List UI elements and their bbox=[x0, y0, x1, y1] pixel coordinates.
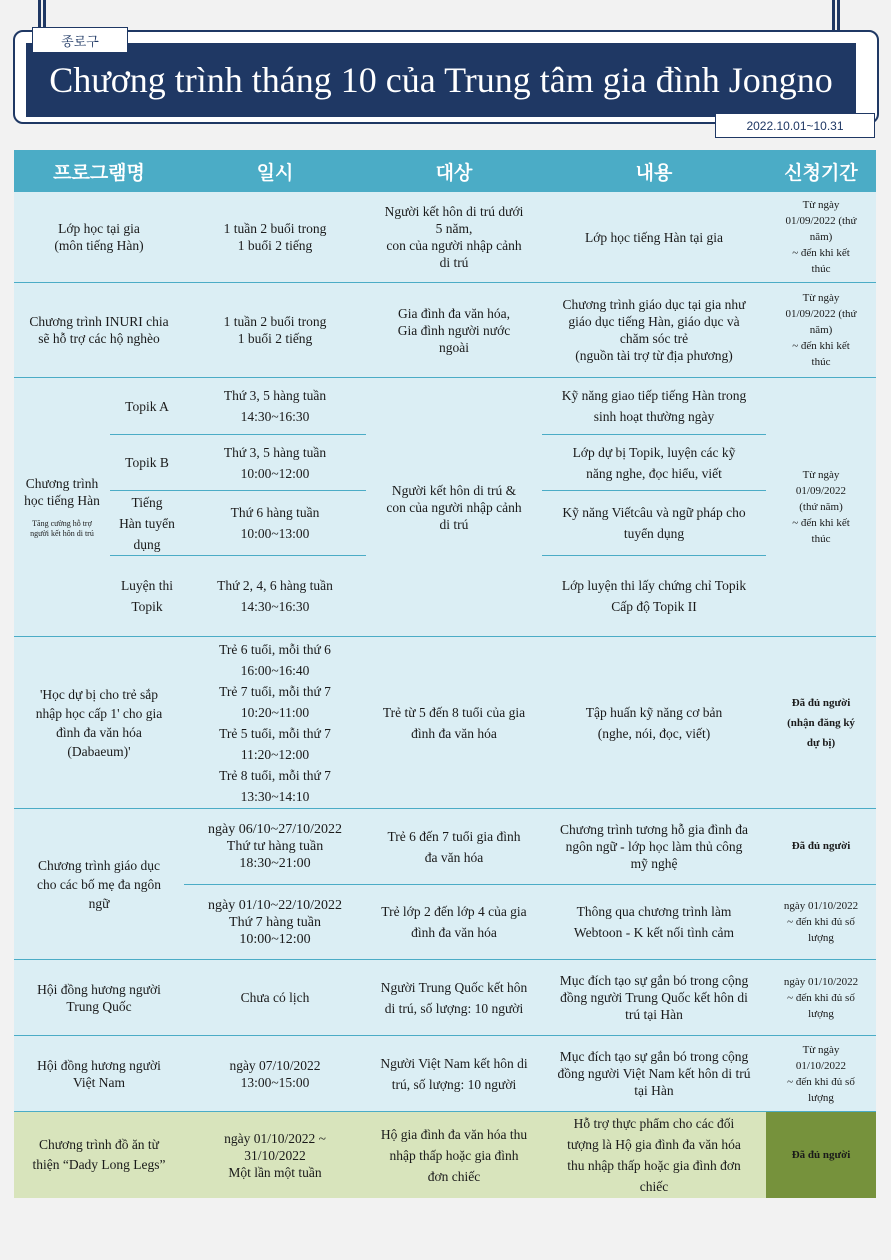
table-cell-period: ngày 01/10/2022 ~ đến khi đủ số lượng bbox=[783, 900, 859, 944]
program-subnote: Tăng cường hỗ trợ người kết hôn di trú bbox=[30, 519, 94, 538]
table-cell-content: Mục đích tạo sự gắn bó trong cộng đồng người Trung Quốc kết hôn di trú tại Hàn bbox=[559, 973, 749, 1022]
table-cell-schedule: 1 tuần 2 buổi trong 1 buổi 2 tiếng bbox=[223, 221, 327, 253]
table-cell-schedule: Thứ 3, 5 hàng tuần 14:30~16:30 bbox=[223, 388, 327, 424]
table-cell-period: Đã đủ người bbox=[791, 840, 851, 852]
decor-line bbox=[837, 0, 840, 30]
page-title: Chương trình tháng 10 của Trung tâm gia đình Jongno bbox=[49, 60, 833, 100]
table-cell-target: Người kết hôn di trú & con của người nhập cảnh di trú bbox=[386, 482, 522, 532]
table-cell-period: Đã đủ người bbox=[791, 1148, 851, 1161]
table-cell-schedule: ngày 01/10~22/10/2022 Thứ 7 hàng tuần 10:00~12:00 bbox=[208, 897, 342, 947]
table-cell-content: Thông qua chương trình làm Webtoon - K kết nối tình cảm bbox=[573, 904, 735, 940]
table-cell-schedule: ngày 01/10/2022 ~ 31/10/2022 Một lần một tuần bbox=[224, 1130, 326, 1180]
table-cell-program: Chương trình giáo dục cho các bố mẹ đa ngôn ngữ bbox=[36, 857, 162, 911]
column-header-content: 내용 bbox=[635, 161, 673, 184]
column-header-program: 프로그램명 bbox=[53, 161, 145, 184]
table-cell-schedule: Trẻ 6 tuổi, mỗi thứ 6 16:00~16:40 Trẻ 7 tuổi, mỗi thứ 7 10:20~11:00 Trẻ 5 tuổi, mỗi thứ 7 11:20~12:00 Trẻ 8 tuổi, mỗi thứ 7 13:30~14:10 bbox=[219, 641, 331, 804]
table-cell-content: Chương trình giáo dục tại gia như giáo dục tiếng Hàn, giáo dục và chăm sóc trẻ (nguồn tài trợ từ địa phương) bbox=[562, 297, 746, 363]
table-cell-period: Từ ngày 01/09/2022 (thứ năm) ~ đến khi kết thúc bbox=[785, 199, 857, 275]
table-cell-content: Mục đích tạo sự gắn bó trong cộng đồng người Việt Nam kết hôn di trú tại Hàn bbox=[557, 1049, 751, 1098]
table-cell-content: Lớp học tiếng Hàn tại gia bbox=[585, 229, 723, 245]
table-cell-program: Chương trình đồ ăn từ thiện “Dady Long Legs” bbox=[32, 1137, 166, 1172]
table-cell-content: Lớp luyện thi lấy chứng chỉ Topik Cấp độ Topik II bbox=[561, 578, 747, 614]
table-cell-schedule: Thứ 3, 5 hàng tuần 10:00~12:00 bbox=[223, 444, 327, 481]
table-cell-schedule: Thứ 6 hàng tuần 10:00~13:00 bbox=[230, 505, 320, 541]
table-cell-target: Người Việt Nam kết hôn di trú, số lượng: 10 người bbox=[380, 1055, 528, 1092]
table-cell-schedule: ngày 06/10~27/10/2022 Thứ tư hàng tuần 18:30~21:00 bbox=[208, 822, 342, 871]
table-cell-subprogram: Tiếng Hàn tuyển dụng bbox=[119, 494, 175, 552]
table-cell-subprogram: Luyện thi Topik bbox=[120, 578, 174, 614]
table-cell-content: Kỹ năng Viếtcâu và ngữ pháp cho tuyển dụng bbox=[562, 505, 746, 541]
table-cell-program: Hội đồng hương người Việt Nam bbox=[37, 1057, 161, 1090]
table-cell-target: Trẻ từ 5 đến 8 tuổi của gia đình đa văn hóa bbox=[382, 704, 526, 741]
table-cell-period: Từ ngày 01/09/2022 (thứ năm) ~ đến khi kết thúc bbox=[785, 292, 857, 368]
table-cell-period: Từ ngày 01/09/2022 (thứ năm) ~ đến khi kết thúc bbox=[792, 469, 850, 545]
table-cell-period: ngày 01/10/2022 ~ đến khi đủ số lượng bbox=[783, 975, 859, 1020]
table-cell-program: Lớp học tại gia (môn tiếng Hàn) bbox=[54, 221, 144, 253]
table-cell-content: Chương trình tương hỗ gia đình đa ngôn ngữ - lớp học làm thủ công mỹ nghệ bbox=[560, 822, 748, 871]
table-cell-content: Tập huấn kỹ năng cơ bản (nghe, nói, đọc, viết) bbox=[585, 704, 723, 741]
table-cell-content: Hỗ trợ thực phẩm cho các đối tượng là Hộ gia đình đa văn hóa thu nhập thấp hoặc gia đình đơn chiếc bbox=[567, 1116, 741, 1194]
table-cell-subprogram: Topik A bbox=[125, 398, 169, 414]
table-cell-content: Kỹ năng giao tiếp tiếng Hàn trong sinh hoạt thường ngày bbox=[561, 388, 747, 424]
table-cell-target: Trẻ lớp 2 đến lớp 4 của gia đình đa văn hóa bbox=[381, 904, 527, 940]
decor-line bbox=[38, 0, 41, 30]
table-cell-schedule: Chưa có lịch bbox=[240, 990, 310, 1005]
table-cell-schedule: Thứ 2, 4, 6 hàng tuần 14:30~16:30 bbox=[217, 578, 333, 614]
table-cell-program: Chương trình học tiếng Hàn Tăng cường hỗ trợ người kết hôn di trú bbox=[24, 476, 100, 538]
column-header-target: 대상 bbox=[435, 161, 473, 184]
table-cell-target: Người Trung Quốc kết hôn di trú, số lượng: 10 người bbox=[380, 979, 528, 1016]
date-range-tag: 2022.10.01~10.31 bbox=[715, 113, 875, 138]
column-header-period: 신청기간 bbox=[784, 161, 858, 184]
table-cell-target: Gia đình đa văn hóa, Gia đình người nước ngoài bbox=[397, 305, 511, 355]
table-cell-schedule: 1 tuần 2 buổi trong 1 buổi 2 tiếng bbox=[223, 314, 327, 346]
table-cell-schedule: ngày 07/10/2022 13:00~15:00 bbox=[229, 1057, 321, 1090]
table-cell-period: Đã đủ người (nhận đăng ký dự bị) bbox=[787, 696, 855, 749]
district-tag: 종로구 bbox=[32, 27, 128, 53]
decor-line bbox=[43, 0, 46, 30]
decor-line bbox=[832, 0, 835, 30]
table-cell-program: Hội đồng hương người Trung Quốc bbox=[37, 981, 161, 1014]
table-cell-target: Trẻ 6 đến 7 tuổi gia đình đa văn hóa bbox=[387, 828, 521, 865]
table-cell-period: Từ ngày 01/10/2022 ~ đến khi đủ số lượng bbox=[787, 1043, 855, 1104]
table-cell-subprogram: Topik B bbox=[125, 455, 169, 470]
table-cell-program: 'Học dự bị cho trẻ sắp nhập học cấp 1' cho gia đình đa văn hóa (Dabaeum)' bbox=[35, 686, 163, 759]
table-cell-program: Chương trình INURI chia sẽ hỗ trợ các hộ nghèo bbox=[29, 314, 169, 346]
table-cell-target: Hộ gia đình đa văn hóa thu nhập thấp hoặc gia đình đơn chiếc bbox=[380, 1126, 528, 1184]
table-cell-content: Lớp dự bị Topik, luyện các kỹ năng nghe, đọc hiểu, viết bbox=[572, 444, 736, 481]
table-cell-target: Người kết hôn di trú dưới 5 năm, con của người nhập cảnh di trú bbox=[384, 204, 524, 270]
column-header-schedule: 일시 bbox=[256, 161, 294, 184]
